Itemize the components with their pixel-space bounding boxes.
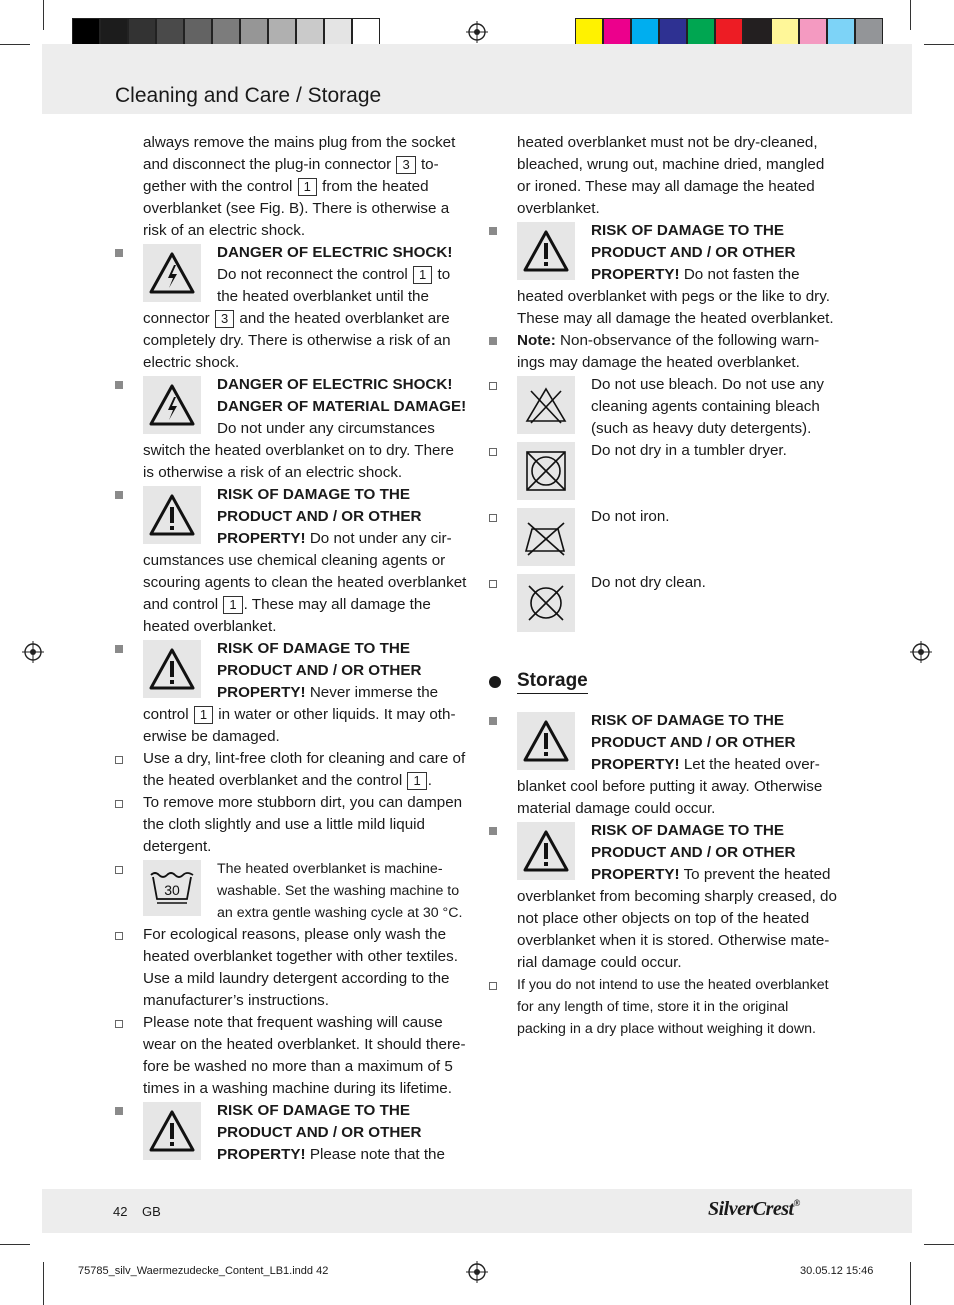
section-heading: Storage	[517, 670, 841, 710]
color-swatch	[659, 18, 687, 46]
crop-mark	[43, 0, 44, 30]
list-item: Do not use bleach. Do not use any cleaning agents containing bleach (such as heavy duty detergents).	[517, 374, 841, 440]
checkbox-square-icon	[115, 800, 123, 808]
checkbox-square-icon	[115, 1020, 123, 1028]
file-info: 75785_silv_Waermezudecke_Content_LB1.indd 42	[78, 1265, 329, 1277]
caution-warning-icon	[517, 822, 575, 880]
left-column	[143, 132, 467, 1166]
bullet-square-icon	[115, 1107, 123, 1115]
registration-mark-icon	[466, 1261, 488, 1283]
color-swatch	[240, 18, 268, 46]
list-item: 30 The heated overblanket is machinewashable. Set the washing machine to an extra gentle washing cycle at 30 °C.	[143, 858, 467, 924]
ref-number: 3	[396, 156, 415, 174]
color-swatch	[296, 18, 324, 46]
right-column	[517, 132, 841, 1040]
crop-mark	[0, 44, 30, 45]
list-item: Do not dry clean.	[517, 572, 841, 638]
list-item: Use a dry, lint-free cloth for cleaning and care of the heated overblanket and the control 1 .	[143, 748, 467, 792]
checkbox-square-icon	[489, 514, 497, 522]
ref-number: 3	[215, 310, 234, 328]
crop-mark	[924, 44, 954, 45]
ref-number: 1	[194, 706, 213, 724]
electric-warning-icon	[143, 376, 201, 434]
color-swatch	[827, 18, 855, 46]
bullet-square-icon	[115, 491, 123, 499]
color-swatch	[575, 18, 603, 46]
ref-number: 1	[413, 266, 432, 284]
caution-warning-icon	[517, 222, 575, 280]
warning-item: RISK OF DAMAGE TO THE PRODUCT AND / OR OTHER PROPERTY! Please note that the	[143, 1100, 467, 1166]
checkbox-square-icon	[115, 866, 123, 874]
page-number: 42	[113, 1204, 128, 1219]
ref-number: 1	[407, 772, 426, 790]
color-swatch	[687, 18, 715, 46]
warning-item: RISK OF DAMAGE TO THE PRODUCT AND / OR OTHER PROPERTY! Do not fasten the heated overblanket with pegs or the like to dry. These may all damage the heated overblanket.	[517, 220, 841, 330]
no-bleach-icon	[517, 376, 575, 434]
warning-item: RISK OF DAMAGE TO THE PRODUCT AND / OR OTHER PROPERTY! Let the heated overblanket cool before putting it away. Otherwise material damage could occur.	[517, 710, 841, 820]
registration-mark-icon	[466, 21, 488, 43]
no-dry-clean-icon	[517, 574, 575, 632]
registration-mark-icon	[22, 641, 44, 663]
color-swatch	[128, 18, 156, 46]
checkbox-square-icon	[489, 580, 497, 588]
warning-item: RISK OF DAMAGE TO THE PRODUCT AND / OR OTHER PROPERTY! Never immerse the control 1 in water or other liquids. It may otherwise be damaged.	[143, 638, 467, 748]
list-item: Do not dry in a tumbler dryer.	[517, 440, 841, 506]
color-swatch	[855, 18, 883, 46]
ref-number: 1	[298, 178, 317, 196]
color-swatch	[184, 18, 212, 46]
color-swatch	[631, 18, 659, 46]
crop-mark	[924, 1244, 954, 1245]
caution-warning-icon	[143, 640, 201, 698]
caution-warning-icon	[517, 712, 575, 770]
list-item: For ecological reasons, please only wash the heated overblanket together with other textiles. Use a mild laundry detergent according to the manufacturer’s instructions.	[143, 924, 467, 1012]
warning-item: RISK OF DAMAGE TO THE PRODUCT AND / OR OTHER PROPERTY! Do not under any circumstances use chemical cleaning agents or scouring agents to clean the heated overblanket and control 1 . These may all damage the heated overblanket.	[143, 484, 467, 638]
list-item: To remove more stubborn dirt, you can dampen the cloth slightly and use a little mild liquid detergent.	[143, 792, 467, 858]
color-swatch	[799, 18, 827, 46]
crop-mark	[0, 1244, 30, 1245]
color-swatch	[212, 18, 240, 46]
language-code: GB	[142, 1204, 161, 1219]
no-tumble-dry-icon	[517, 442, 575, 500]
checkbox-square-icon	[489, 448, 497, 456]
crop-mark	[910, 0, 911, 30]
color-swatch	[352, 18, 380, 46]
bullet-square-icon	[115, 249, 123, 257]
color-swatch	[268, 18, 296, 46]
caution-warning-icon	[143, 486, 201, 544]
color-swatch	[100, 18, 128, 46]
color-swatch	[715, 18, 743, 46]
registration-mark-icon	[910, 641, 932, 663]
bullet-square-icon	[115, 645, 123, 653]
color-swatch	[603, 18, 631, 46]
brand-logo: SilverCrest®	[708, 1198, 800, 1220]
bullet-square-icon	[489, 337, 497, 345]
bullet-square-icon	[489, 827, 497, 835]
crop-mark	[43, 1262, 44, 1305]
color-swatch	[324, 18, 352, 46]
checkbox-square-icon	[489, 382, 497, 390]
svg-text:30: 30	[164, 882, 180, 898]
print-date: 30.05.12 15:46	[800, 1265, 874, 1277]
paragraph: heated overblanket must not be dry-cleaned, bleached, wrung out, machine dried, mangled or ironed. These may all damage the heated overblanket.	[517, 134, 825, 217]
paragraph: always remove the mains plug from the socket and disconnect the plug-in connector 3 together with the control 1 from the heated overblanket (see Fig. B). There is otherwise a risk of an electric shock.	[143, 134, 456, 239]
warning-item: DANGER OF ELECTRIC SHOCK! Do not reconnect the control 1 to the heated overblanket until the connector 3 and the heated overblanket are completely dry. There is otherwise a risk of an electric shock.	[143, 242, 467, 374]
list-item: If you do not intend to use the heated overblanket for any length of time, store it in the original packing in a dry place without weighing it down.	[517, 974, 841, 1040]
note-item: Note: Non-observance of the following warnings may damage the heated overblanket.	[517, 330, 841, 374]
color-swatch	[771, 18, 799, 46]
bullet-square-icon	[489, 227, 497, 235]
crop-mark	[910, 1262, 911, 1305]
checkbox-square-icon	[115, 756, 123, 764]
caution-warning-icon	[143, 1102, 201, 1160]
color-swatch	[156, 18, 184, 46]
bullet-dot-icon	[489, 676, 501, 688]
ref-number: 1	[223, 596, 242, 614]
wash-30-icon	[143, 860, 201, 916]
color-swatch	[72, 18, 100, 46]
electric-warning-icon	[143, 244, 201, 302]
warning-item: RISK OF DAMAGE TO THE PRODUCT AND / OR OTHER PROPERTY! To prevent the heated overblanket from becoming sharply creased, do not place other objects on top of the heated overblanket when it is stored. Otherwise material damage could occur.	[517, 820, 841, 974]
color-swatch	[743, 18, 771, 46]
bullet-square-icon	[115, 381, 123, 389]
checkbox-square-icon	[489, 982, 497, 990]
checkbox-square-icon	[115, 932, 123, 940]
list-item: Please note that frequent washing will cause wear on the heated overblanket. It should therefore be washed no more than a maximum of 5 times in a washing machine during its lifetime.	[143, 1012, 467, 1100]
warning-item: DANGER OF ELECTRIC SHOCK! DANGER OF MATERIAL DAMAGE! Do not under any circumstances switch the heated overblanket on to dry. There is otherwise a risk of an electric shock.	[143, 374, 467, 484]
no-iron-icon	[517, 508, 575, 566]
page-title: Cleaning and Care / Storage	[115, 84, 382, 107]
bullet-square-icon	[489, 717, 497, 725]
list-item: Do not iron.	[517, 506, 841, 572]
